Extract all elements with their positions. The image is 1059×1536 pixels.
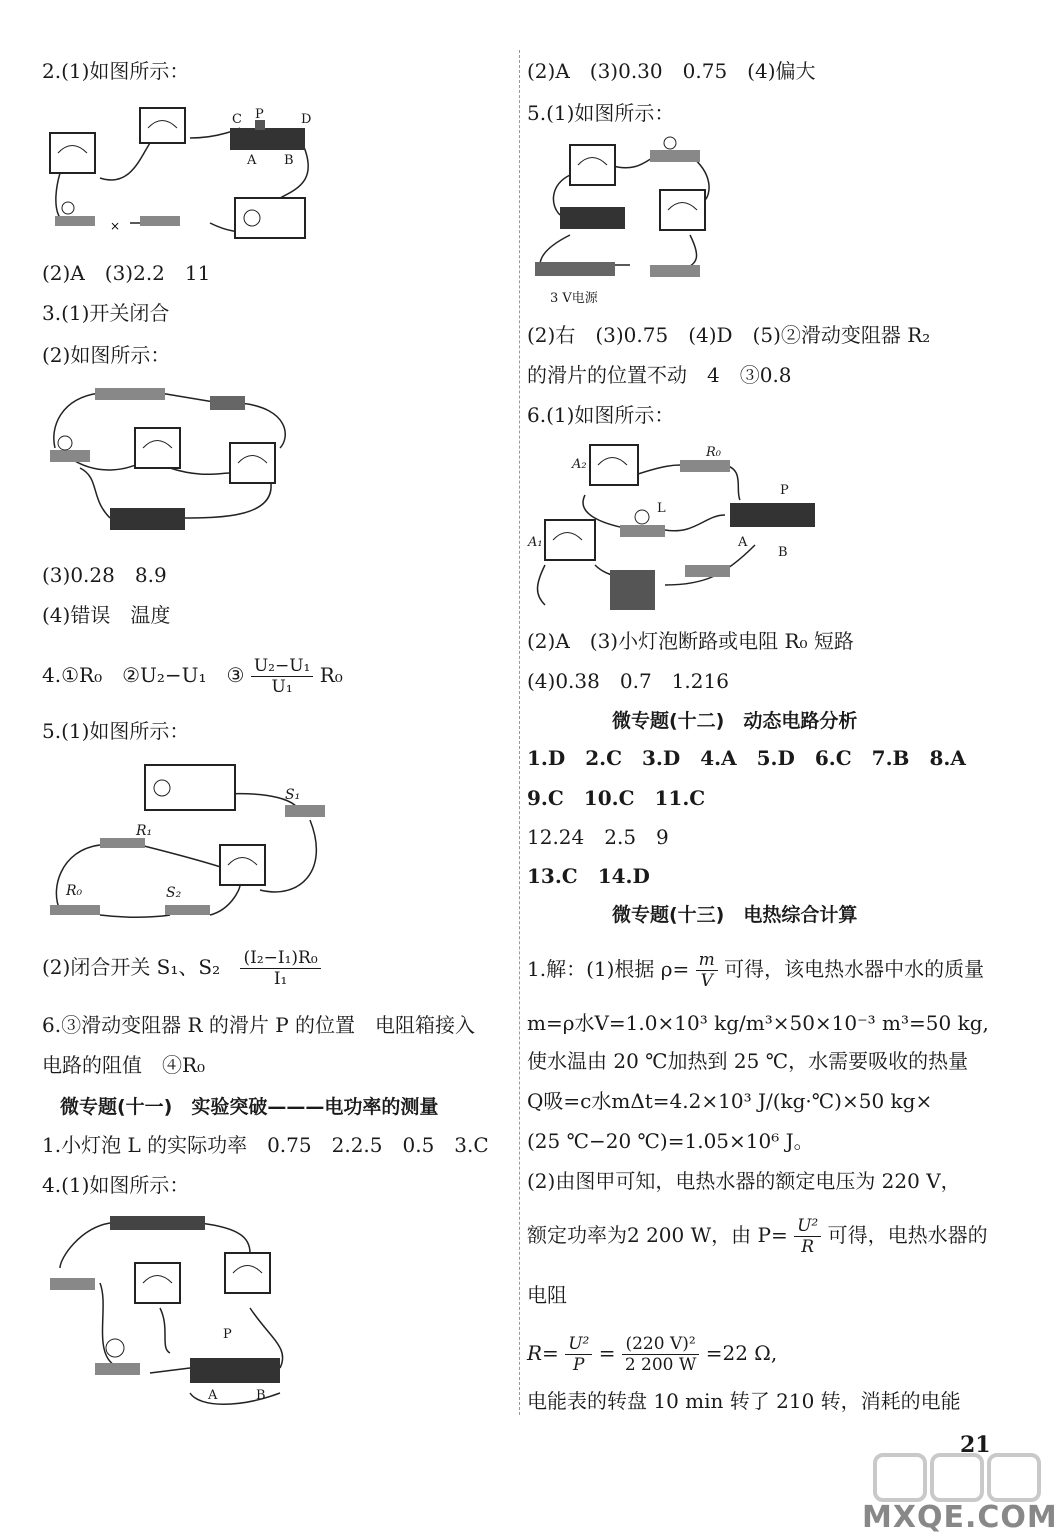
fig-r6-label-a2: A₂ [572,457,587,472]
circuit-diagram-r-q5 [530,135,720,305]
q6-line2: 电路的阻值 ④R₀ [42,1053,206,1077]
s13-line2: m=ρ水V=1.0×10³ kg/m³×50×10⁻³ m³=50 kg, [527,1011,989,1035]
fig-r6-label-b: B [778,545,788,560]
resistance-denominator-1: P [573,1355,585,1375]
q4-answer [42,656,343,697]
density-fraction [696,950,718,991]
density-denominator: V [700,971,713,991]
fig-r6-label-p: P [780,483,789,498]
density-numerator: m [696,950,718,971]
watermark-text: MXQE.COM [862,1500,1058,1535]
s13-line8: 电阻 [527,1283,567,1307]
s13-line1-text: 1.解：(1)根据 ρ= [527,957,690,981]
circuit-diagram-q5 [40,750,330,925]
fig-r6-label-l: L [657,501,666,516]
s13-line4: Q吸=c水mΔt=4.2×10³ J/(kg·℃)×50 kg× [527,1089,933,1113]
column-divider [519,50,520,1415]
q3-part3: (3)0.28 8.9 [42,563,167,587]
q5-part1: 5.(1)如图所示： [42,719,190,743]
q5-part2 [42,948,321,989]
s13-line9 [527,1334,777,1375]
fig5-label-s1: S₁ [285,787,301,803]
fig5-label-r0: R₀ [66,883,83,899]
q2-part2: (2)A (3)2.2 11 [42,261,211,285]
r-line7: (4)0.38 0.7 1.216 [527,669,729,693]
fig2-label-d: D [301,112,312,127]
q4-fraction [251,656,314,697]
q4-denominator: U₁ [271,677,293,697]
fig5-label-r1: R₁ [136,823,153,839]
s13-line10: 电能表的转盘 10 min 转了 210 转，消耗的电能 [527,1389,961,1413]
q4-text: 4.①R₀ ②U₂−U₁ ③ [42,663,245,687]
q3-part1: 3.(1)开关闭合 [42,301,170,325]
r-q6-part1: 6.(1)如图所示： [527,403,675,427]
power-numerator: U² [794,1216,821,1237]
fig5-label-s2: S₂ [166,885,182,901]
s12-answers-2: 9.C 10.C 11.C [527,786,706,810]
s13-line6: (2)由图甲可知，电热水器的额定电压为 220 V， [527,1169,961,1193]
q5-denominator: I₁ [273,969,288,989]
fig2-label-p: P [255,107,264,122]
resistance-fraction-2 [622,1334,700,1375]
r-line3: (2)右 (3)0.75 (4)D (5)②滑动变阻器 R₂ [527,323,931,347]
q3-part2: (2)如图所示： [42,343,171,367]
s13-line7 [527,1216,988,1257]
fig-s11-label-p: P [223,1327,232,1342]
fig-r5-caption: 3 V电源 [550,291,598,306]
s13-line7-tail: 可得，电热水器的 [827,1223,988,1247]
fig2-label-c: C [232,112,242,127]
fig2-label-b: B [284,153,294,168]
s13-line1 [527,950,984,991]
q4-numerator: U₂−U₁ [251,656,314,677]
circuit-diagram-q2 [40,98,310,248]
s13-line5: (25 ℃−20 ℃)=1.05×10⁶ J。 [527,1129,814,1153]
s13-line7-text: 额定功率为2 200 W，由 P= [527,1223,788,1247]
r-line4: 的滑片的位置不动 4 ③0.8 [527,363,792,387]
q2-part1: 2.(1)如图所示： [42,59,190,83]
s13-line3: 使水温由 20 ℃加热到 25 ℃，水需要吸收的热量 [527,1049,969,1073]
q4-tail: R₀ [319,663,343,687]
q5-text: (2)闭合开关 S₁、S₂ [42,955,221,979]
circuit-diagram-s11-q4 [40,1208,310,1413]
fig-r6-label-a: A [738,535,748,550]
resistance-numerator-2: (220 V)² [622,1334,700,1355]
s13-line1-tail: 可得，该电热水器中水的质量 [724,957,985,981]
resistance-result: =22 Ω, [705,1341,778,1365]
page-number: 21 [960,1432,991,1458]
resistance-numerator-1: U² [565,1334,592,1355]
section-heading-11: 微专题(十一) 实验突破———电功率的测量 [60,1096,439,1118]
resistance-fraction-1 [565,1334,592,1375]
s11-q4-part1: 4.(1)如图所示： [42,1173,190,1197]
s11-answers: 1.小灯泡 L 的实际功率 0.75 2.2.5 0.5 3.C [42,1133,489,1157]
fig2-label-a: A [247,153,257,168]
resistance-lhs: R= [527,1341,559,1365]
s12-answers-3: 12.24 2.5 9 [527,825,669,849]
power-denominator: R [801,1237,815,1257]
fig-s11-label-b: B [256,1388,266,1403]
svg-text:×: × [110,219,121,233]
fig-r6-label-a1: A₁ [528,535,543,550]
q5-numerator: (I₂−I₁)R₀ [240,948,320,969]
section-heading-13: 微专题(十三) 电热综合计算 [612,904,858,926]
s12-answers-1: 1.D 2.C 3.D 4.A 5.D 6.C 7.B 8.A [527,746,966,770]
fig-s11-label-a: A [208,1388,218,1403]
r-line6: (2)A (3)小灯泡断路或电阻 R₀ 短路 [527,629,854,653]
q3-part4: (4)错误 温度 [42,603,171,627]
circuit-diagram-r-q6 [525,435,825,615]
r-q5-part1: 5.(1)如图所示： [527,101,675,125]
power-fraction [794,1216,821,1257]
resistance-denominator-2: 2 200 W [624,1355,697,1375]
r-answers-1: (2)A (3)0.30 0.75 (4)偏大 [527,59,816,83]
resistance-equals: = [598,1341,616,1365]
q5-fraction [240,948,320,989]
q6-line1: 6.③滑动变阻器 R 的滑片 P 的位置 电阻箱接入 [42,1013,476,1037]
s12-answers-4: 13.C 14.D [527,864,650,888]
circuit-diagram-q3 [40,378,300,548]
section-heading-12: 微专题(十二) 动态电路分析 [612,710,858,732]
fig-r6-label-r0: R₀ [706,445,721,460]
